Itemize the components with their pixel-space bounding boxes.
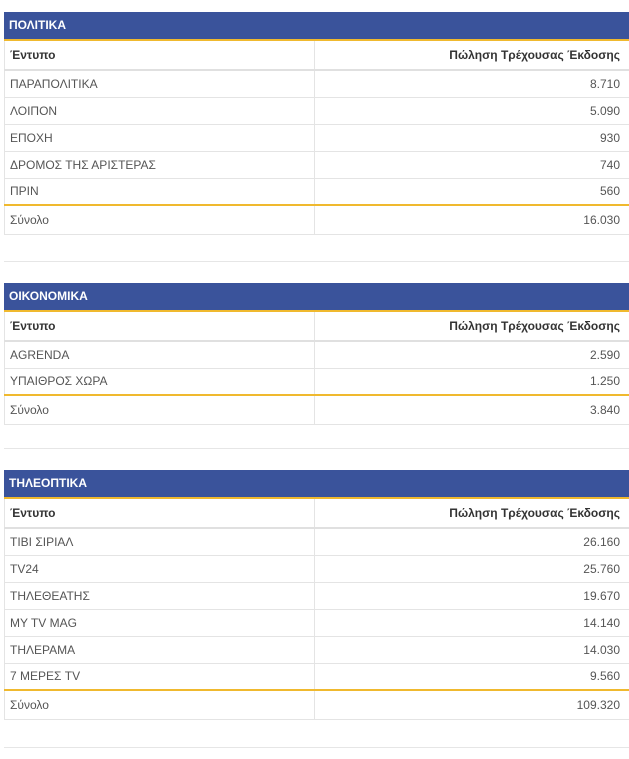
row-value: 5.090	[315, 97, 629, 124]
row-name: MY TV MAG	[5, 609, 315, 636]
table-row	[5, 151, 629, 178]
row-name: ΤΙΒΙ ΣΙΡΙΑΛ	[5, 528, 315, 555]
row-name: AGRENDA	[5, 341, 315, 368]
row-name: TV24	[5, 555, 315, 582]
table-row	[5, 555, 629, 582]
table-row	[5, 178, 629, 205]
section-tileoptika	[4, 470, 629, 720]
row-name: 7 ΜΕΡΕΣ TV	[5, 663, 315, 690]
total-label: Σύνολο	[5, 205, 315, 234]
sales-table	[4, 499, 629, 720]
total-value: 109.320	[315, 690, 629, 719]
total-row	[5, 205, 629, 234]
column-header-sales: Πώληση Τρέχουσας Έκδοσης	[315, 499, 629, 528]
total-label: Σύνολο	[5, 690, 315, 719]
row-name: ΠΡΙΝ	[5, 178, 315, 205]
total-value: 16.030	[315, 205, 629, 234]
row-name: ΕΠΟΧΗ	[5, 124, 315, 151]
row-value: 560	[315, 178, 629, 205]
total-row	[5, 395, 629, 424]
table-row	[5, 368, 629, 395]
row-name: ΛΟΙΠΟΝ	[5, 97, 315, 124]
divider	[4, 747, 629, 748]
section-title: ΤΗΛΕΟΠΤΙΚΑ	[4, 470, 629, 499]
section-politika	[4, 12, 629, 235]
total-label: Σύνολο	[5, 395, 315, 424]
section-title: ΠΟΛΙΤΙΚΑ	[4, 12, 629, 41]
total-value: 3.840	[315, 395, 629, 424]
row-value: 26.160	[315, 528, 629, 555]
row-value: 9.560	[315, 663, 629, 690]
row-value: 14.140	[315, 609, 629, 636]
table-row	[5, 636, 629, 663]
row-value: 1.250	[315, 368, 629, 395]
row-name: ΠΑΡΑΠΟΛΙΤΙΚΑ	[5, 70, 315, 97]
table-row	[5, 663, 629, 690]
divider	[4, 448, 629, 449]
column-header-publication: Έντυπο	[5, 312, 315, 341]
row-name: ΤΗΛΕΘΕΑΤΗΣ	[5, 582, 315, 609]
table-row	[5, 609, 629, 636]
column-header-sales: Πώληση Τρέχουσας Έκδοσης	[315, 312, 629, 341]
table-row	[5, 341, 629, 368]
row-value: 14.030	[315, 636, 629, 663]
row-value: 930	[315, 124, 629, 151]
column-header-sales: Πώληση Τρέχουσας Έκδοσης	[315, 41, 629, 70]
sales-table	[4, 312, 629, 425]
row-value: 8.710	[315, 70, 629, 97]
table-header-row	[5, 499, 629, 528]
divider	[4, 261, 629, 262]
row-value: 19.670	[315, 582, 629, 609]
row-name: ΤΗΛΕΡΑΜΑ	[5, 636, 315, 663]
table-row	[5, 97, 629, 124]
total-row	[5, 690, 629, 719]
table-row	[5, 70, 629, 97]
row-name: ΥΠΑΙΘΡΟΣ ΧΩΡΑ	[5, 368, 315, 395]
table-row	[5, 582, 629, 609]
table-row	[5, 528, 629, 555]
sales-table	[4, 41, 629, 235]
section-oikonomika	[4, 283, 629, 425]
table-row	[5, 124, 629, 151]
table-header-row	[5, 312, 629, 341]
row-value: 2.590	[315, 341, 629, 368]
row-value: 740	[315, 151, 629, 178]
row-value: 25.760	[315, 555, 629, 582]
row-name: ΔΡΟΜΟΣ ΤΗΣ ΑΡΙΣΤΕΡΑΣ	[5, 151, 315, 178]
column-header-publication: Έντυπο	[5, 499, 315, 528]
section-title: ΟΙΚΟΝΟΜΙΚΑ	[4, 283, 629, 312]
column-header-publication: Έντυπο	[5, 41, 315, 70]
table-header-row	[5, 41, 629, 70]
